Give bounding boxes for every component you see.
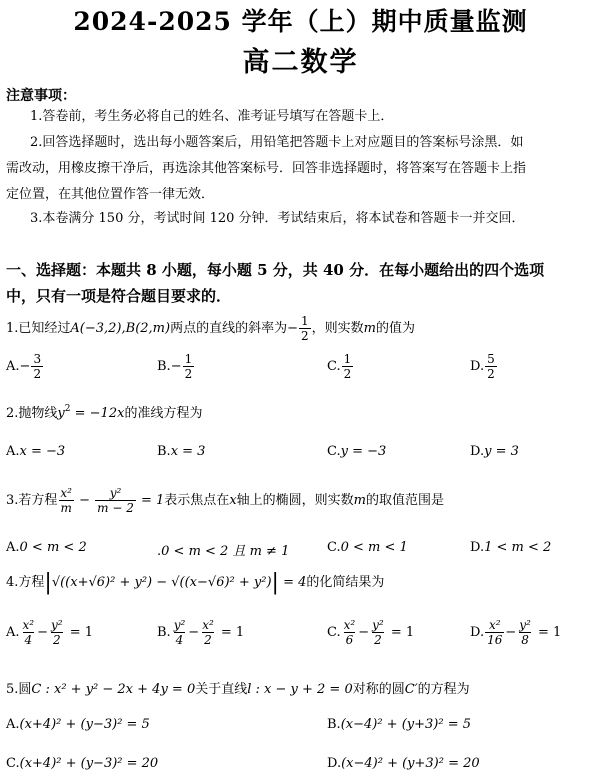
exam-subtitle: 高二数学	[242, 47, 359, 78]
q4-option-c: C. $\frac{\text{x²}}{6}$ − $\frac{\text{y²}}{2}$ = 1	[327, 618, 415, 647]
question-5: 5.圆C : x² + y² − 2x + 4y = 0关于直线l : x − y + 2 = 0对称的圆C′的方程为	[6, 682, 470, 697]
notice-item-2-line-2: 需改动，用橡皮擦干净后，再选涂其他答案标号．回答非选择题时，将答案写在答题卡上指	[6, 161, 527, 176]
q2-option-b: B.x = 3	[157, 444, 206, 459]
q4-option-b: B. $\frac{\text{y²}}{4}$ − $\frac{\text{x²}}{2}$ = 1	[157, 618, 245, 647]
notice-item-2-line-1: 2.回答选择题时，选出每小题答案后，用铅笔把答题卡上对应题目的答案标号涂黑．如	[30, 135, 524, 150]
notice-item-1: 1.答卷前，考生务必将自己的姓名、准考证号填写在答题卡上．	[30, 109, 394, 124]
q1-post: ，则实数	[311, 321, 364, 336]
section-heading-line-1: 一、选择题：本题共 8 小题，每小题 5 分，共 40 分．在每小题给出的四个选项	[6, 261, 545, 279]
question-3: 3.若方程 $\frac{\text{x²}}{m}$ − $\frac{\text{y²}}{m - 2}$ = 1表示焦点在x轴上的椭圆，则实数m的取值范围是	[6, 486, 445, 515]
notice-heading: 注意事项：	[6, 88, 76, 104]
q1-points: A(−3,2),B(2,m)	[70, 321, 171, 336]
q1-var: m	[363, 321, 376, 336]
notice-item-3: 3.本卷满分 150 分，考试时间 120 分钟．考试结束后，将本试卷和答题卡一并交回．	[30, 211, 525, 226]
section-heading-line-2: 中，只有一项是符合题目要求的．	[6, 287, 232, 305]
q3-option-d: D.1 < m < 2	[470, 540, 552, 555]
q1-option-a: A.− $\frac{3}{2}$	[6, 352, 42, 381]
q1-option-d: D. $\frac{5}{2}$	[470, 352, 495, 381]
q3-option-b: .0 < m < 2 且 m ≠ 1	[157, 544, 290, 559]
q1-mid: 两点的直线的斜率为	[170, 321, 288, 336]
q3-option-a: A.0 < m < 2	[6, 540, 87, 555]
question-2: 2.抛物线$y^2 = -12x$的准线方程为	[6, 404, 203, 421]
q1-option-c: C. $\frac{1}{2}$	[327, 352, 352, 381]
notice-item-2-line-3: 定位置，在其他位置作答一律无效．	[6, 187, 215, 202]
q2-option-d: D.y = 3	[470, 444, 519, 459]
q1-slope-sign: −	[287, 321, 298, 336]
q5-option-a: A.(x+4)² + (y−3)² = 5	[6, 717, 150, 732]
q1-slope-fraction: $\frac{1}{2}$	[301, 314, 309, 343]
q1-option-b: B.− $\frac{1}{2}$	[157, 352, 193, 381]
q4-option-d: D. $\frac{\text{x²}}{16}$ − $\frac{\text{y²}}{8}$ = 1	[470, 618, 562, 647]
question-4: 4.方程|√((x+√6)² + y²) − √((x−√6)² + y²)| = 4的化简结果为	[6, 570, 385, 595]
q4-option-a: A. $\frac{\text{x²}}{4}$ − $\frac{\text{y²}}{2}$ = 1	[6, 618, 94, 647]
q1-end: 的值为	[375, 321, 415, 336]
q2-option-a: A.x = −3	[6, 444, 66, 459]
q5-option-d: D.(x−4)² + (y+3)² = 20	[327, 756, 480, 771]
exam-title: 2024-2025 学年（上）期中质量监测	[73, 7, 528, 36]
q3-option-c: C.0 < m < 1	[327, 540, 408, 555]
question-1	[6, 314, 415, 343]
q5-option-b: B.(x−4)² + (y+3)² = 5	[327, 717, 471, 732]
q5-option-c: C.(x+4)² + (y−3)² = 20	[6, 756, 159, 771]
q2-option-c: C.y = −3	[327, 444, 387, 459]
q1-pre: 1.已知经过	[6, 321, 71, 336]
